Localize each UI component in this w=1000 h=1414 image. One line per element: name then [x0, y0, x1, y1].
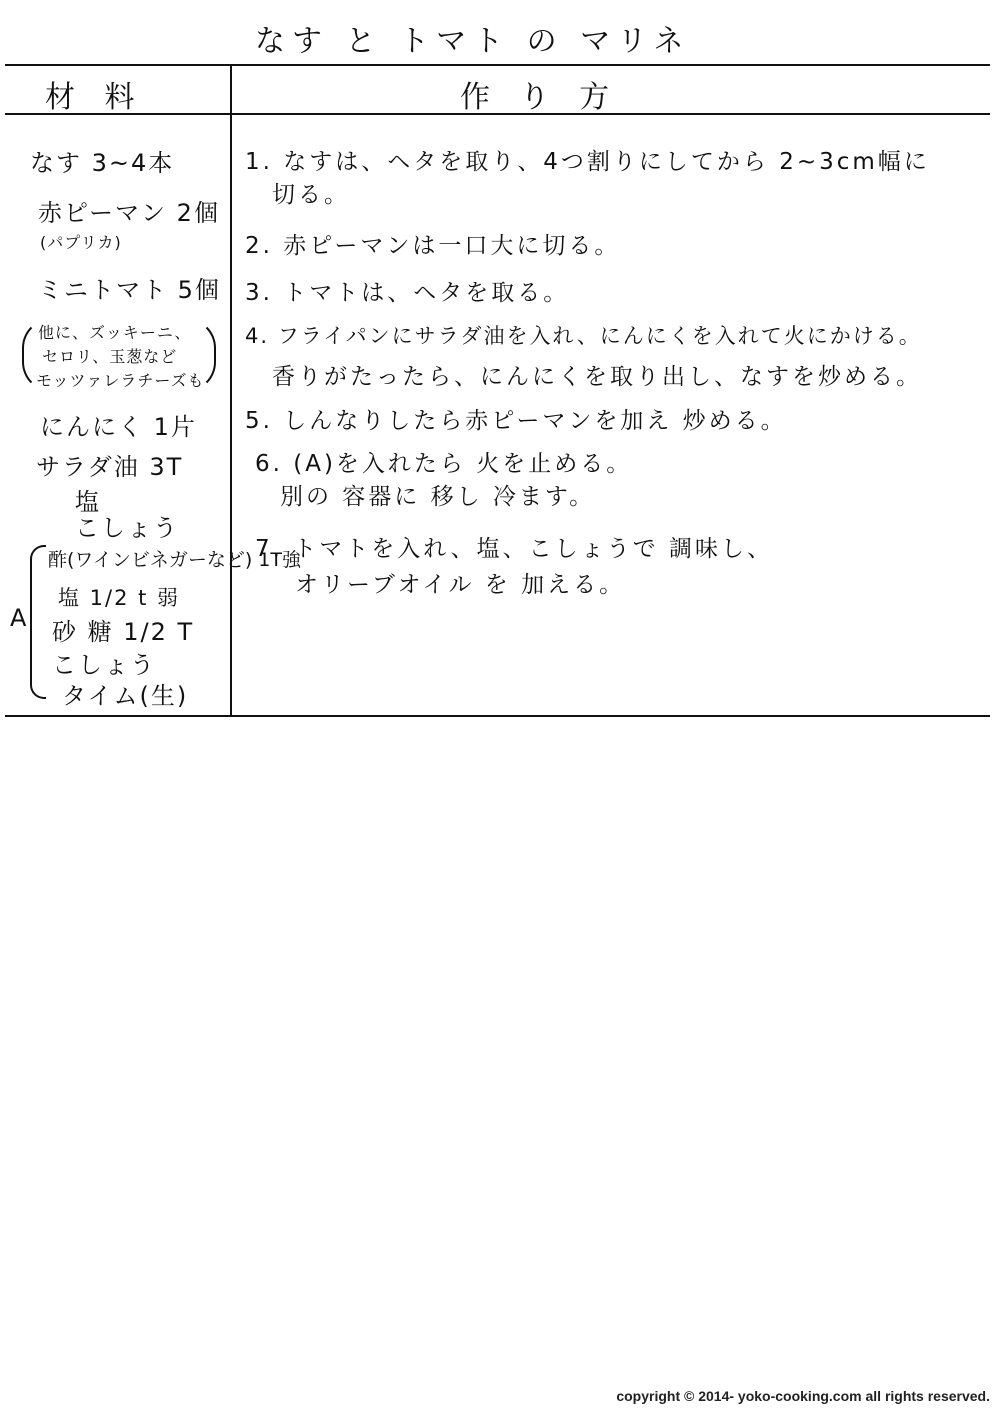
group-a-salt: 塩 1/2 t 弱 — [58, 586, 181, 610]
step-4-line-1: 4. フライパンにサラダ油を入れ、にんにくを入れて火にかける。 — [245, 324, 922, 348]
step-7-line-2: オリーブオイル を 加える。 — [295, 572, 626, 598]
step-1-line-1: 1. なすは、ヘタを取り、4つ割りにしてから 2~3cm幅に — [245, 149, 930, 175]
group-a-sugar: 砂 糖 1/2 T — [52, 618, 195, 646]
step-7-line-1: 7. トマトを入れ、塩、こしょうで 調味し、 — [255, 536, 773, 562]
group-a-label: A — [10, 604, 29, 632]
step-3: 3. トマトは、ヘタを取る。 — [245, 280, 570, 306]
step-5: 5. しんなりしたら赤ピーマンを加え 炒める。 — [245, 408, 787, 434]
table-bottom-border — [5, 715, 990, 717]
group-a-thyme: タイム(生) — [62, 682, 189, 710]
ingredient-red-pepper-note: (パプリカ) — [40, 233, 122, 252]
step-6-line-2: 別の 容器に 移し 冷ます。 — [280, 484, 596, 510]
optional-ingredient-line-3: モッツァレラチーズも — [36, 371, 205, 390]
step-1-line-2: 切る。 — [272, 182, 350, 208]
ingredient-eggplant: なす 3~4本 — [30, 149, 175, 177]
optional-ingredient-line-2: セロリ、玉葱など — [42, 347, 178, 366]
step-4-line-2: 香りがたったら、にんにくを取り出し、なすを炒める。 — [272, 364, 922, 390]
group-a-vinegar: 酢(ワインビネガーなど) 1T強 — [48, 549, 301, 571]
recipe-title: なす と トマト の マリネ — [255, 24, 691, 59]
step-2: 2. 赤ピーマンは一口大に切る。 — [245, 233, 621, 259]
copyright-notice: copyright © 2014- yoko-cooking.com all rights reserved. — [616, 1388, 990, 1404]
ingredient-garlic: にんにく 1片 — [40, 413, 197, 441]
ingredients-header: 材 料 — [45, 80, 145, 115]
group-a-brace — [30, 545, 46, 699]
group-a-pepper: こしょう — [52, 651, 156, 679]
table-top-border — [5, 64, 990, 66]
optional-ingredient-line-1: 他に、ズッキーニ、 — [38, 323, 192, 342]
step-6-line-1: 6. (A)を入れたら 火を止める。 — [255, 451, 633, 477]
ingredient-salt: 塩 — [75, 488, 101, 516]
ingredient-red-pepper: 赤ピーマン 2個 — [38, 199, 220, 227]
method-header: 作 り 方 — [460, 80, 620, 115]
ingredient-pepper: こしょう — [75, 514, 179, 542]
ingredient-salad-oil: サラダ油 3T — [36, 453, 184, 481]
ingredient-mini-tomato: ミニトマト 5個 — [38, 276, 221, 304]
column-divider — [230, 64, 232, 717]
